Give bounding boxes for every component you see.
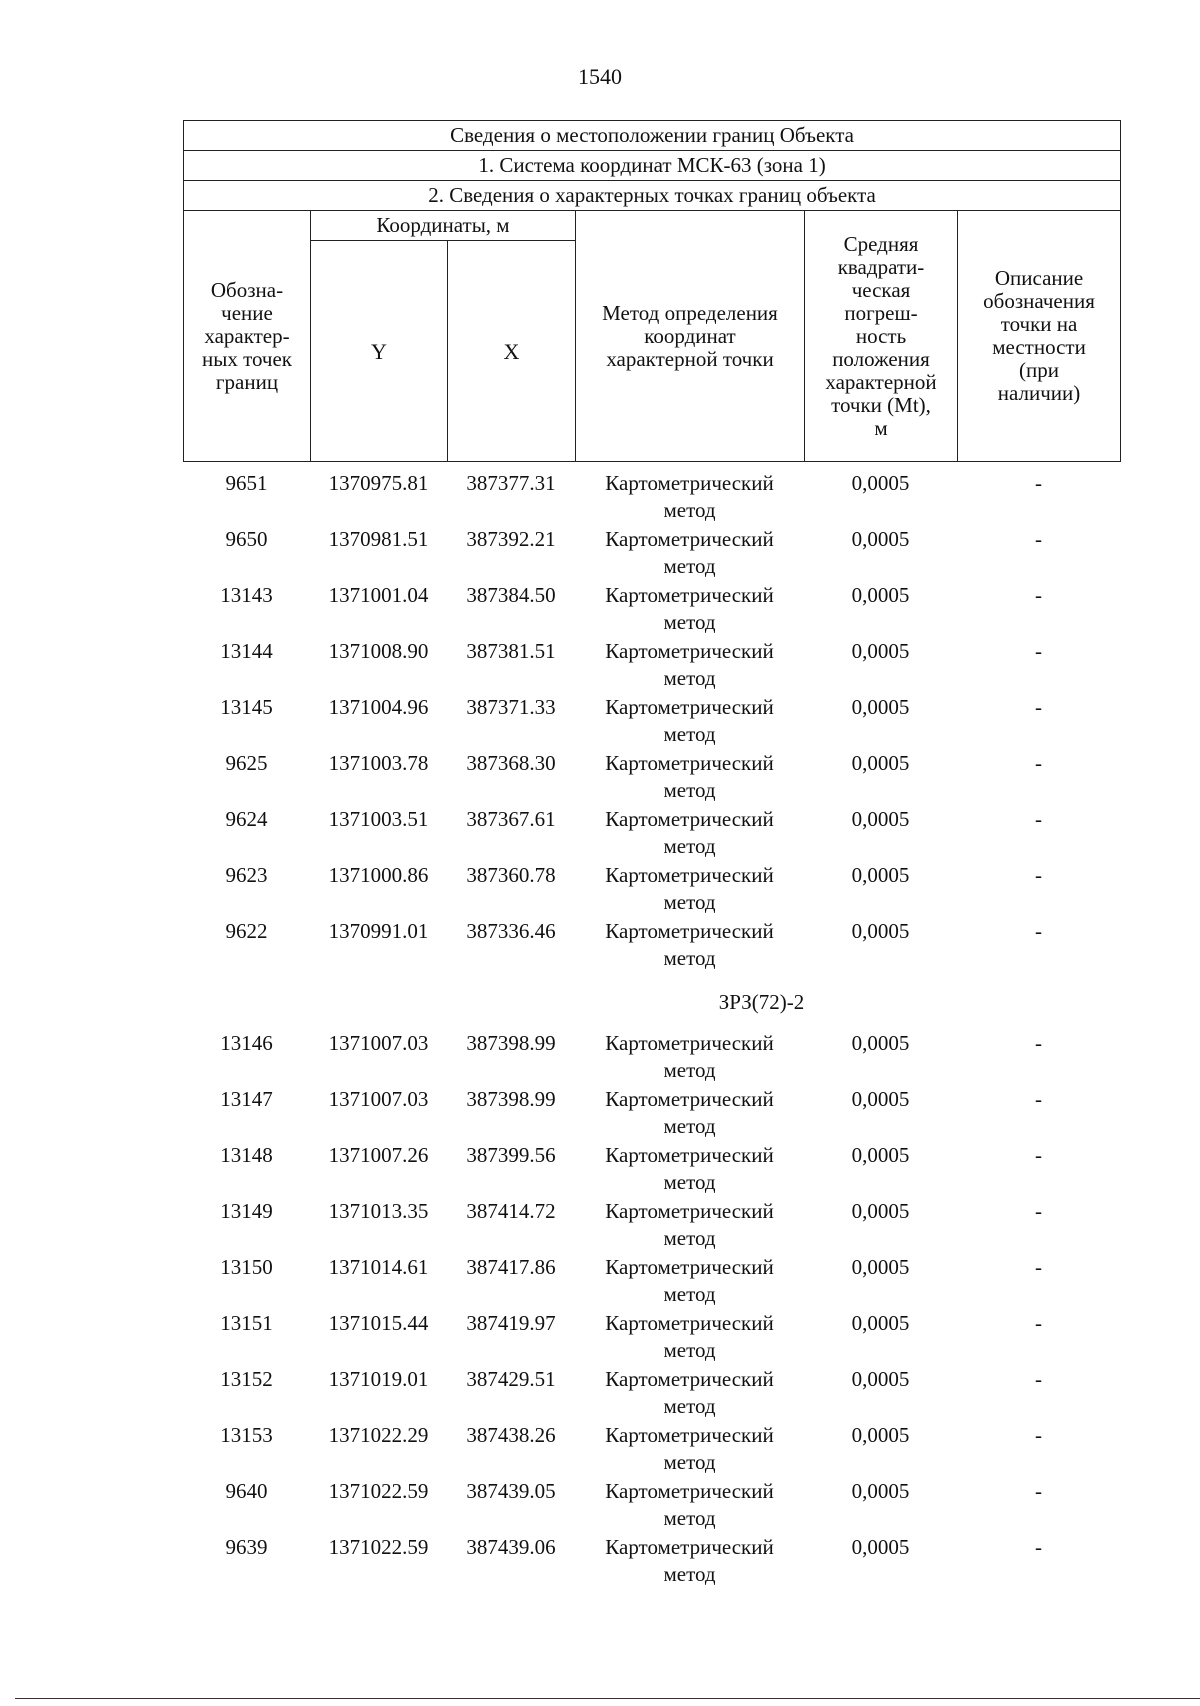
point-id-cell: 13149 xyxy=(220,1199,273,1223)
accuracy-cell: 0,0005 xyxy=(851,751,910,775)
section-label xyxy=(183,974,1120,1030)
y-cell: 1371003.78 xyxy=(328,751,429,775)
description-cell: - xyxy=(1035,919,1042,943)
accuracy-cell: 0,0005 xyxy=(851,1311,910,1335)
col-designation: Обозна- чение характер- ных точек границ xyxy=(184,211,311,462)
description-cell: - xyxy=(1035,1311,1042,1335)
point-id-cell: 9622 xyxy=(225,919,268,943)
section-label-text: ЗРЗ(72)-2 xyxy=(718,989,805,1014)
point-id-cell: 13148 xyxy=(220,1143,273,1167)
description-cell: - xyxy=(1035,1031,1042,1055)
y-cell: 1370975.81 xyxy=(328,471,429,495)
accuracy-cell: 0,0005 xyxy=(851,1479,910,1503)
x-cell: 387368.30 xyxy=(466,751,556,775)
point-id-cell: 9624 xyxy=(225,807,268,831)
table-row xyxy=(183,750,1120,806)
table-row xyxy=(183,526,1120,582)
description-cell: - xyxy=(1035,639,1042,663)
x-cell: 387429.51 xyxy=(466,1367,556,1391)
accuracy-cell: 0,0005 xyxy=(851,1423,910,1447)
accuracy-cell: 0,0005 xyxy=(851,527,910,551)
table-row xyxy=(183,1534,1120,1590)
point-id-cell: 9651 xyxy=(225,471,268,495)
table-row xyxy=(183,470,1120,526)
description-cell: - xyxy=(1035,863,1042,887)
method-cell: Картометрический метод xyxy=(605,1255,774,1306)
table-row xyxy=(183,582,1120,638)
table-row xyxy=(183,1142,1120,1198)
description-cell: - xyxy=(1035,527,1042,551)
method-cell: Картометрический метод xyxy=(605,1423,774,1474)
accuracy-cell: 0,0005 xyxy=(851,639,910,663)
description-cell: - xyxy=(1035,471,1042,495)
method-cell: Картометрический метод xyxy=(605,1535,774,1586)
x-cell: 387439.05 xyxy=(466,1479,556,1503)
x-cell: 387377.31 xyxy=(466,471,556,495)
x-cell: 387398.99 xyxy=(466,1087,556,1111)
y-cell: 1371007.26 xyxy=(328,1143,429,1167)
x-cell: 387417.86 xyxy=(466,1255,556,1279)
y-cell: 1370991.01 xyxy=(328,919,429,943)
description-cell: - xyxy=(1035,583,1042,607)
point-id-cell: 9639 xyxy=(225,1535,268,1559)
col-x: X xyxy=(448,241,576,462)
description-cell: - xyxy=(1035,751,1042,775)
description-cell: - xyxy=(1035,807,1042,831)
table-row xyxy=(183,1478,1120,1534)
y-cell: 1371022.59 xyxy=(328,1479,429,1503)
point-id-cell: 9625 xyxy=(225,751,268,775)
table-row xyxy=(183,1254,1120,1310)
x-cell: 387367.61 xyxy=(466,807,556,831)
description-cell: - xyxy=(1035,1255,1042,1279)
point-id-cell: 9650 xyxy=(225,527,268,551)
point-id-cell: 13150 xyxy=(220,1255,273,1279)
method-cell: Картометрический метод xyxy=(605,919,774,970)
x-cell: 387392.21 xyxy=(466,527,556,551)
point-id-cell: 13151 xyxy=(220,1311,273,1335)
table-row xyxy=(183,1086,1120,1142)
description-cell: - xyxy=(1035,1367,1042,1391)
method-cell: Картометрический метод xyxy=(605,471,774,522)
accuracy-cell: 0,0005 xyxy=(851,1255,910,1279)
point-id-cell: 13145 xyxy=(220,695,273,719)
description-cell: - xyxy=(1035,695,1042,719)
table-row xyxy=(183,638,1120,694)
x-cell: 387371.33 xyxy=(466,695,556,719)
point-id-cell: 9623 xyxy=(225,863,268,887)
y-cell: 1371013.35 xyxy=(328,1199,429,1223)
accuracy-cell: 0,0005 xyxy=(851,1535,910,1559)
accuracy-cell: 0,0005 xyxy=(851,1199,910,1223)
point-id-cell: 13143 xyxy=(220,583,273,607)
table-row xyxy=(183,918,1120,974)
point-id-cell: 13147 xyxy=(220,1087,273,1111)
accuracy-cell: 0,0005 xyxy=(851,807,910,831)
y-cell: 1371019.01 xyxy=(328,1367,429,1391)
y-cell: 1371022.59 xyxy=(328,1535,429,1559)
description-cell: - xyxy=(1035,1535,1042,1559)
accuracy-cell: 0,0005 xyxy=(851,1143,910,1167)
col-y: Y xyxy=(311,241,448,462)
x-cell: 387439.06 xyxy=(466,1535,556,1559)
method-cell: Картометрический метод xyxy=(605,751,774,802)
point-id-cell: 13146 xyxy=(220,1031,273,1055)
accuracy-cell: 0,0005 xyxy=(851,695,910,719)
method-cell: Картометрический метод xyxy=(605,639,774,690)
accuracy-cell: 0,0005 xyxy=(851,583,910,607)
x-cell: 387399.56 xyxy=(466,1143,556,1167)
description-cell: - xyxy=(1035,1423,1042,1447)
x-cell: 387360.78 xyxy=(466,863,556,887)
method-cell: Картометрический метод xyxy=(605,1143,774,1194)
point-id-cell: 13152 xyxy=(220,1367,273,1391)
y-cell: 1371000.86 xyxy=(328,863,429,887)
x-cell: 387381.51 xyxy=(466,639,556,663)
points-table xyxy=(183,470,1120,1590)
accuracy-cell: 0,0005 xyxy=(851,1031,910,1055)
description-cell: - xyxy=(1035,1143,1042,1167)
table-row xyxy=(183,1030,1120,1086)
table-row xyxy=(183,1422,1120,1478)
x-cell: 387336.46 xyxy=(466,919,556,943)
method-cell: Картометрический метод xyxy=(605,807,774,858)
y-cell: 1371003.51 xyxy=(328,807,429,831)
bottom-rule xyxy=(15,1698,1200,1699)
description-cell: - xyxy=(1035,1479,1042,1503)
method-cell: Картометрический метод xyxy=(605,583,774,634)
y-cell: 1371004.96 xyxy=(328,695,429,719)
method-cell: Картометрический метод xyxy=(605,527,774,578)
method-cell: Картометрический метод xyxy=(605,1311,774,1362)
accuracy-cell: 0,0005 xyxy=(851,863,910,887)
table-row xyxy=(183,806,1120,862)
method-cell: Картометрический метод xyxy=(605,695,774,746)
y-cell: 1371001.04 xyxy=(328,583,429,607)
x-cell: 387384.50 xyxy=(466,583,556,607)
col-accuracy: Средняя квадрати- ческая погреш- ность положения характерной точки (Mt), м xyxy=(805,211,958,462)
x-cell: 387398.99 xyxy=(466,1031,556,1055)
point-id-cell: 13144 xyxy=(220,639,273,663)
accuracy-cell: 0,0005 xyxy=(851,471,910,495)
table-title: Сведения о местоположении границ Объекта xyxy=(184,121,1121,151)
y-cell: 1371014.61 xyxy=(328,1255,429,1279)
accuracy-cell: 0,0005 xyxy=(851,1087,910,1111)
method-cell: Картометрический метод xyxy=(605,1367,774,1418)
method-cell: Картометрический метод xyxy=(605,863,774,914)
page-number: 1540 xyxy=(578,64,622,89)
method-cell: Картометрический метод xyxy=(605,1199,774,1250)
y-cell: 1371022.29 xyxy=(328,1423,429,1447)
table-row xyxy=(183,1366,1120,1422)
description-cell: - xyxy=(1035,1087,1042,1111)
method-cell: Картометрический метод xyxy=(605,1479,774,1530)
boundary-header-table xyxy=(183,120,1121,462)
accuracy-cell: 0,0005 xyxy=(851,1367,910,1391)
accuracy-cell: 0,0005 xyxy=(851,919,910,943)
y-cell: 1371015.44 xyxy=(328,1311,429,1335)
x-cell: 387414.72 xyxy=(466,1199,556,1223)
description-cell: - xyxy=(1035,1199,1042,1223)
y-cell: 1370981.51 xyxy=(328,527,429,551)
y-cell: 1371007.03 xyxy=(328,1031,429,1055)
col-description: Описание обозначения точки на местности (при наличии) xyxy=(958,211,1121,462)
col-method: Метод определения координат характерной точки xyxy=(576,211,805,462)
col-coordinates: Координаты, м xyxy=(311,211,576,241)
method-cell: Картометрический метод xyxy=(605,1031,774,1082)
y-cell: 1371007.03 xyxy=(328,1087,429,1111)
table-row xyxy=(183,862,1120,918)
x-cell: 387438.26 xyxy=(466,1423,556,1447)
x-cell: 387419.97 xyxy=(466,1311,556,1335)
points-title: 2. Сведения о характерных точках границ объекта xyxy=(184,181,1121,211)
coord-system-title: 1. Система координат МСК-63 (зона 1) xyxy=(184,151,1121,181)
table-row xyxy=(183,694,1120,750)
point-id-cell: 9640 xyxy=(225,1479,268,1503)
table-row xyxy=(183,1310,1120,1366)
table-row xyxy=(183,1198,1120,1254)
y-cell: 1371008.90 xyxy=(328,639,429,663)
method-cell: Картометрический метод xyxy=(605,1087,774,1138)
point-id-cell: 13153 xyxy=(220,1423,273,1447)
